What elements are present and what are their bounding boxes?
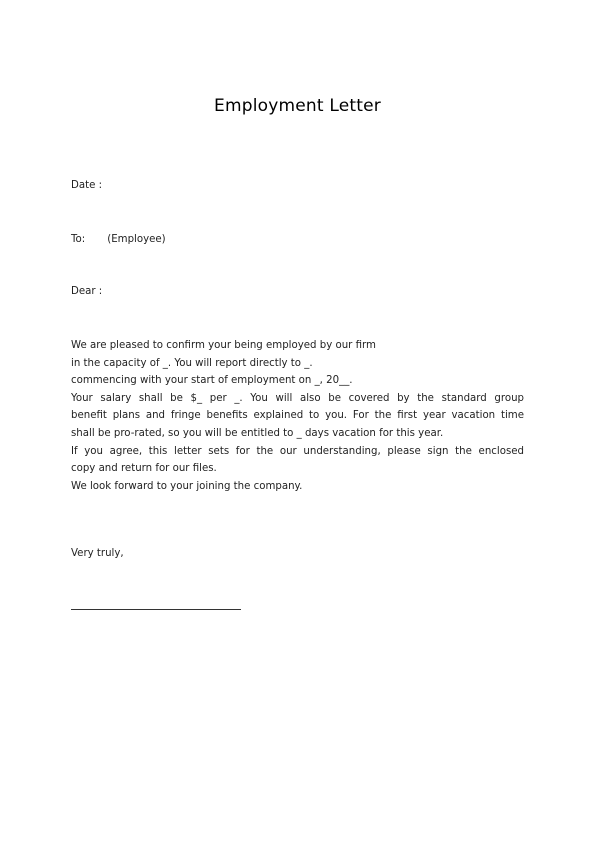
document-title: Employment Letter (214, 96, 381, 116)
date-field: Date : (71, 180, 103, 191)
salutation: Dear : (71, 286, 103, 297)
letter-body (71, 337, 524, 495)
recipient-placeholder: (Employee) (107, 234, 166, 245)
recipient-line (71, 234, 166, 245)
body-line: in the capacity of _. You will report directly to _. (71, 357, 313, 369)
body-line: shall be pro-rated, so you will be entitled to _ days vacation for this year. (71, 427, 444, 439)
body-line: copy and return for our files. (71, 463, 217, 475)
body-line: If you agree, this letter sets for the our understanding, please sign the enclosed (71, 445, 524, 457)
closing: Very truly, (71, 548, 124, 559)
to-label: To: (71, 234, 86, 245)
body-line: benefit plans and fringe benefits explained to you. For the first year vacation time (71, 410, 524, 422)
body-line: commencing with your start of employment on _, 20__. (71, 375, 353, 387)
body-line: We are pleased to confirm your being employed by our firm (71, 340, 376, 351)
signature-line (71, 609, 241, 610)
body-line: Your salary shall be $_ per _. You will also be covered by the standard group (71, 392, 524, 404)
body-line: We look forward to your joining the company. (71, 480, 303, 492)
